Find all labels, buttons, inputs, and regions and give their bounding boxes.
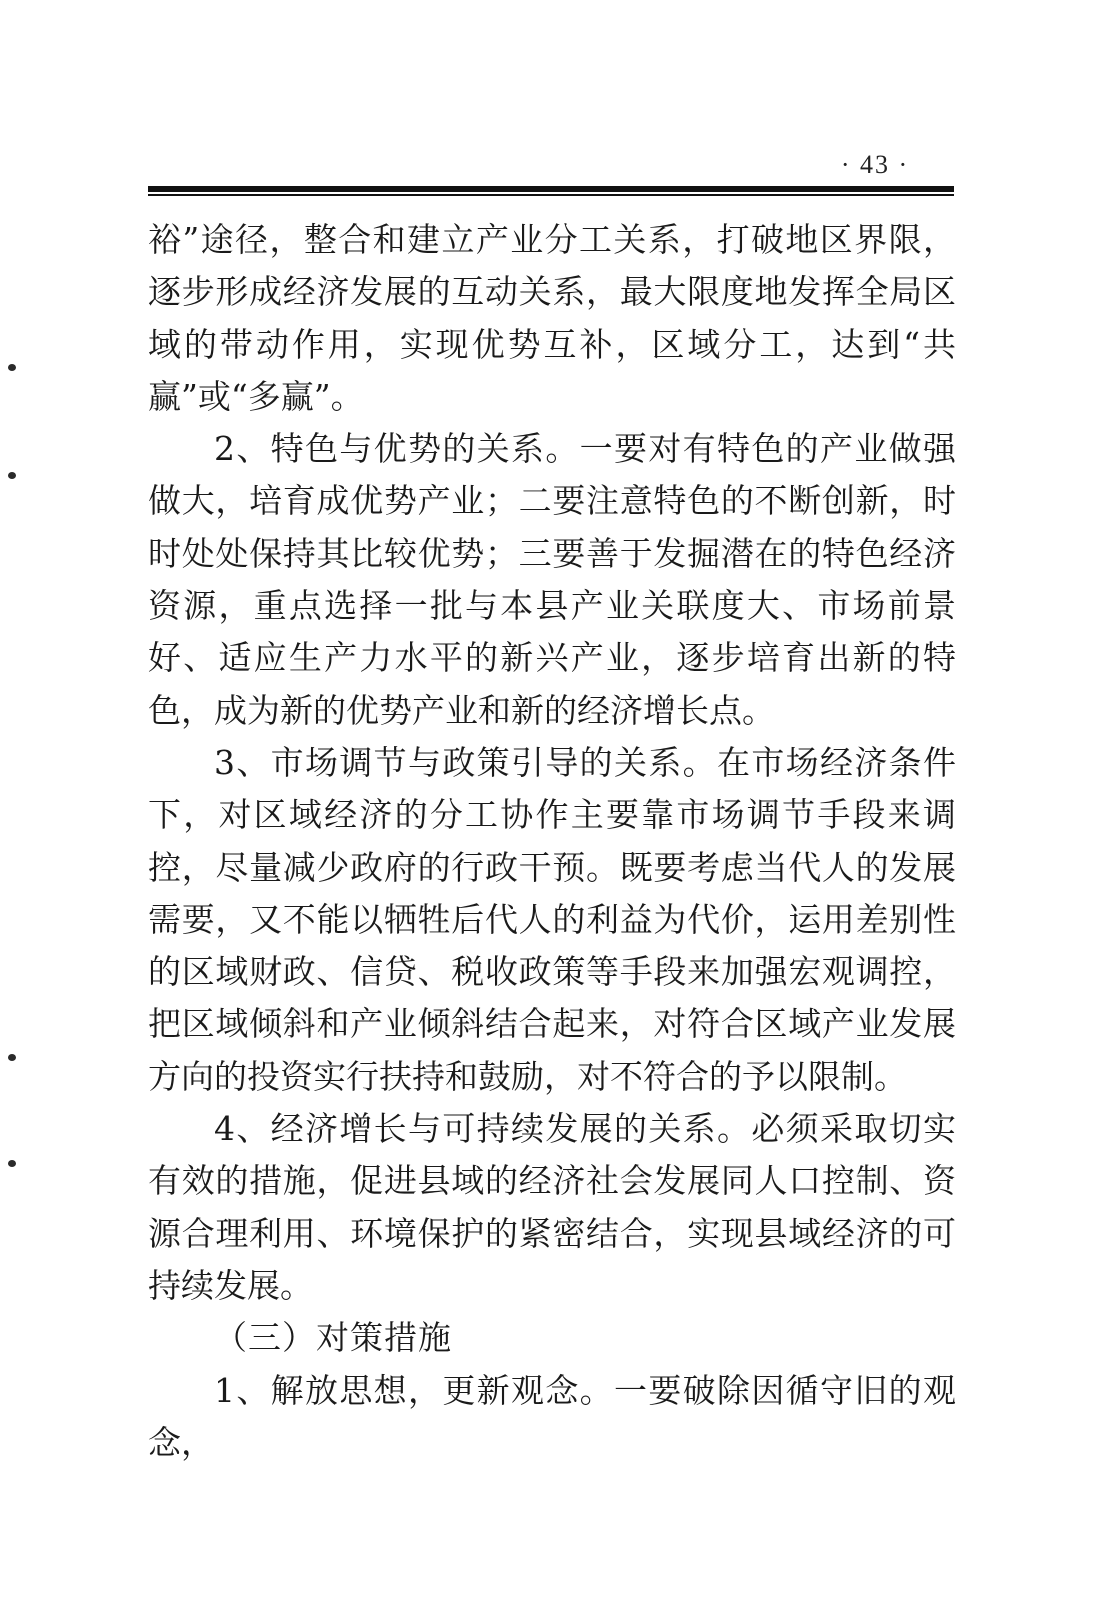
paragraph-last: 1、解放思想，更新观念。一要破除因循守旧的观念，: [148, 1370, 956, 1462]
page-number: · 43 ·: [840, 150, 910, 179]
page-body: [148, 214, 956, 1469]
header-rule-thin: [148, 194, 954, 196]
section-heading: （三）对策措施: [214, 1318, 452, 1358]
paragraph-4: 4、经济增长与可持续发展的关系。必须采取切实有效的措施，促进县域的经济社会发展同人口控制、资源合理利用、环境保护的紧密结合，实现县域经济的可持续发展。: [148, 1109, 956, 1305]
binding-hole: [8, 364, 16, 371]
paragraph-2: 2、特色与优势的关系。一要对有特色的产业做强做大，培育成优势产业；二要注意特色的不断创新，时时处处保持其比较优势；三要善于发掘潜在的特色经济资源，重点选择一批与本县产业关联度大、市场前景好、适应生产力水平的新兴产业，逐步培育出新的特色，成为新的优势产业和新的经济增长点。: [148, 429, 956, 730]
paragraph-3: 3、市场调节与政策引导的关系。在市场经济条件下，对区域经济的分工协作主要靠市场调节手段来调控，尽量减少政府的行政干预。既要考虑当代人的发展需要，又不能以牺牲后代人的利益为代价，运用差别性的区域财政、信贷、税收政策等手段来加强宏观调控，把区域倾斜和产业倾斜结合起来，对符合区域产业发展方向的投资实行扶持和鼓励，对不符合的予以限制。: [148, 742, 956, 1096]
binding-hole: [8, 1054, 16, 1061]
binding-hole: [8, 1160, 16, 1167]
header-rule-thick: [148, 186, 954, 192]
paragraph-continuation: 裕”途径，整合和建立产业分工关系，打破地区界限，逐步形成经济发展的互动关系，最大限度地发挥全局区域的带动作用，实现优势互补，区域分工，达到“共赢”或“多赢”。: [148, 220, 956, 416]
binding-hole: [8, 472, 16, 479]
